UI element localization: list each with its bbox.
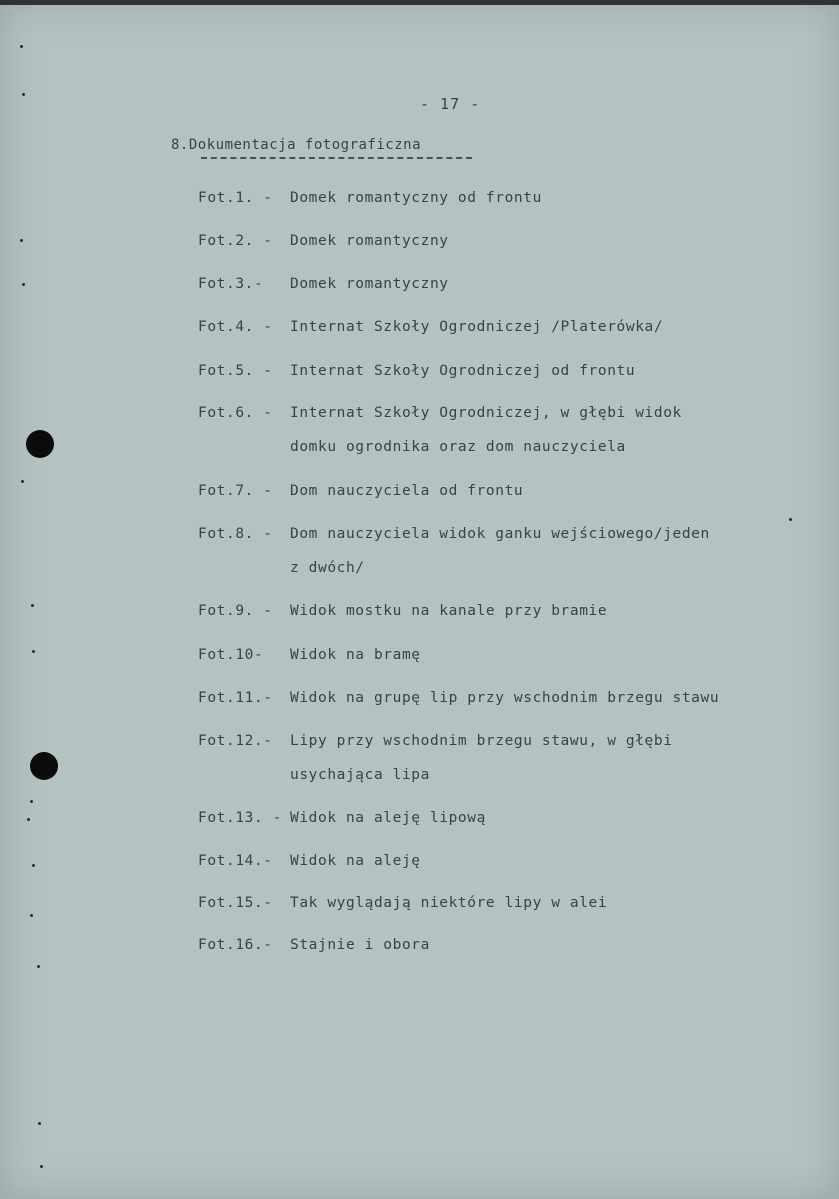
photo-description: Domek romantyczny (290, 233, 449, 249)
margin-speck (38, 1122, 41, 1125)
photo-label: Fot.9. - (198, 603, 273, 619)
photo-label: Fot.14.- (198, 853, 273, 869)
margin-speck (30, 914, 33, 917)
margin-speck (30, 800, 33, 803)
photo-label: Fot.10- (198, 647, 264, 663)
photo-label: Fot.8. - (198, 526, 273, 542)
photo-description: Widok na bramę (290, 647, 421, 663)
margin-speck (20, 45, 23, 48)
margin-speck (21, 480, 24, 483)
margin-speck (40, 1165, 43, 1168)
photo-description-continued: domku ogrodnika oraz dom nauczyciela (290, 439, 626, 455)
photo-description-continued: usychająca lipa (290, 767, 430, 783)
photo-description: Widok na aleję lipową (290, 810, 486, 826)
punch-hole-top (26, 430, 54, 458)
margin-speck (32, 650, 35, 653)
section-title: 8.Dokumentacja fotograficzna (171, 137, 422, 153)
photo-label: Fot.7. - (198, 483, 273, 499)
photo-description: Domek romantyczny (290, 276, 449, 292)
photo-label: Fot.15.- (198, 895, 273, 911)
photo-description: Widok na aleję (290, 853, 421, 869)
photo-description: Internat Szkoły Ogrodniczej od frontu (290, 363, 636, 379)
margin-speck (32, 864, 35, 867)
photo-description: Tak wyglądają niektóre lipy w alei (290, 895, 608, 911)
photo-label: Fot.5. - (198, 363, 273, 379)
photo-description: Domek romantyczny od frontu (290, 190, 542, 206)
photo-description: Dom nauczyciela widok ganku wejściowego/jeden (290, 526, 710, 542)
margin-speck (27, 818, 30, 821)
photo-label: Fot.12.- (198, 733, 273, 749)
photo-description: Widok mostku na kanale przy bramie (290, 603, 608, 619)
margin-speck (31, 604, 34, 607)
margin-speck (22, 283, 25, 286)
photo-description: Internat Szkoły Ogrodniczej, w głębi widok (290, 405, 682, 421)
photo-label: Fot.16.- (198, 937, 273, 953)
punch-hole-bottom (30, 752, 58, 780)
photo-description: Lipy przy wschodnim brzegu stawu, w głębi (290, 733, 673, 749)
photo-label: Fot.2. - (198, 233, 273, 249)
photo-label: Fot.11.- (198, 690, 273, 706)
title-underline (201, 157, 472, 159)
scan-top-edge (0, 0, 839, 5)
margin-speck (789, 518, 792, 521)
photo-label: Fot.1. - (198, 190, 273, 206)
photo-label: Fot.13. - (198, 810, 282, 826)
margin-speck (37, 965, 40, 968)
margin-speck (20, 239, 23, 242)
photo-description-continued: z dwóch/ (290, 560, 365, 576)
photo-description: Dom nauczyciela od frontu (290, 483, 524, 499)
page-number: - 17 - (420, 95, 481, 113)
photo-label: Fot.3.- (198, 276, 264, 292)
photo-description: Internat Szkoły Ogrodniczej /Platerówka/ (290, 319, 664, 335)
photo-label: Fot.4. - (198, 319, 273, 335)
photo-description: Stajnie i obora (290, 937, 430, 953)
margin-speck (22, 93, 25, 96)
photo-description: Widok na grupę lip przy wschodnim brzegu stawu (290, 690, 720, 706)
photo-label: Fot.6. - (198, 405, 273, 421)
